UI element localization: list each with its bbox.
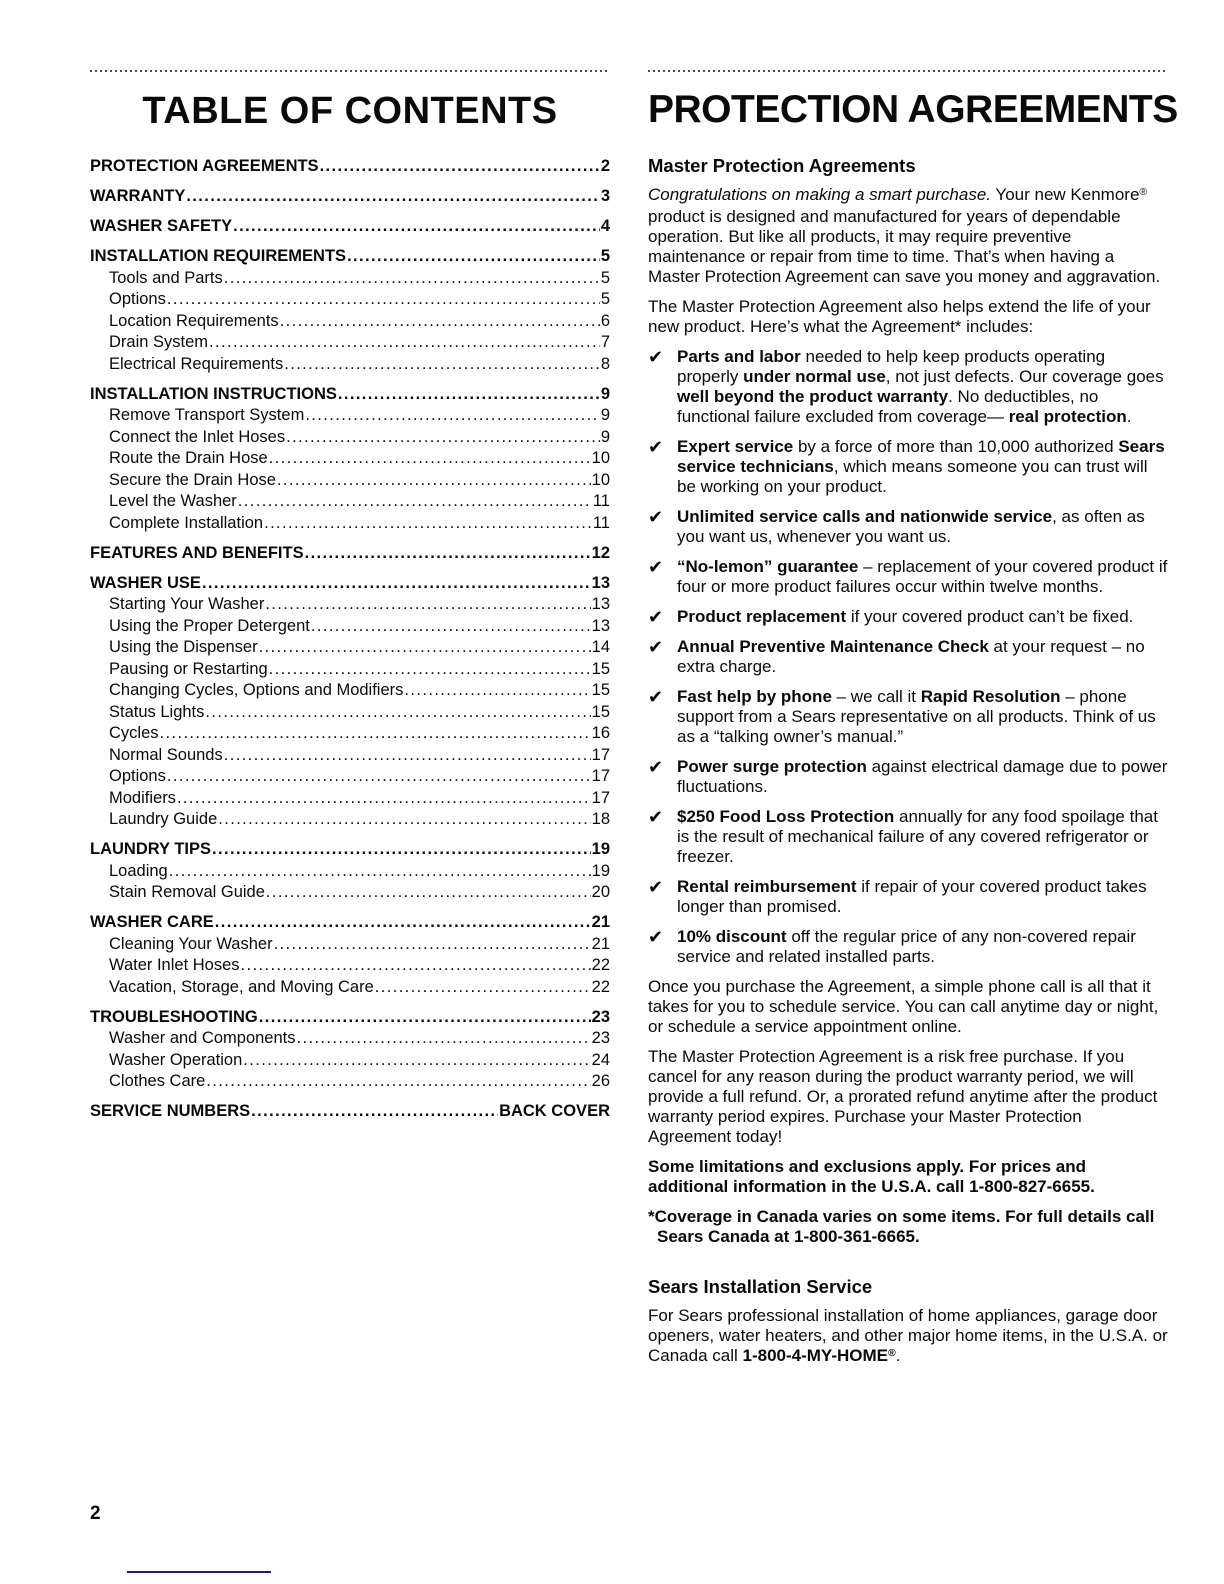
toc-entry-page: 18	[591, 810, 610, 828]
text-segment: The Master Protection Agreement also helps extend the life of your new product. Here’s what the Agreement* includes:	[648, 297, 1151, 336]
checkmark-icon: ✔	[648, 347, 664, 367]
toc-entry-label: Stain Removal Guide	[109, 883, 265, 901]
benefit-text	[677, 557, 1168, 597]
toc-leader-dots	[160, 723, 591, 745]
toc-entry-page: 19	[591, 861, 610, 880]
toc-entry	[90, 491, 610, 513]
text-segment: – we call it	[831, 687, 921, 706]
text-segment: Congratulations on making a smart purchase.	[648, 185, 992, 204]
text-segment: For Sears professional installation of home appliances, garage door openers, water heaters, and other major home items, in the U.S.A. or Canada call	[648, 1306, 1168, 1365]
toc-leader-dots	[311, 616, 591, 638]
dashed-divider-right	[648, 70, 1168, 73]
toc-entry	[90, 448, 610, 470]
protection-title: PROTECTION AGREEMENTS	[648, 88, 1178, 131]
toc-leader-dots	[224, 745, 591, 767]
toc-entry-page: 26	[591, 1072, 610, 1090]
text-segment: Fast help by phone	[677, 687, 832, 706]
toc-leader-dots	[209, 332, 600, 354]
toc-entry-page: 5	[600, 268, 610, 287]
checkmark-icon: ✔	[648, 637, 664, 657]
toc-entry	[90, 1050, 610, 1072]
benefit-item	[648, 927, 1168, 967]
toc-entry-page: 15	[591, 681, 610, 699]
benefit-text	[677, 927, 1168, 967]
text-segment: *Coverage in Canada varies on some items. For full details call Sears Canada at 1-800-361-6665.	[648, 1207, 1155, 1246]
text-segment: Power surge protection	[677, 757, 867, 776]
toc-entry-label: Using the Proper Detergent	[109, 616, 310, 635]
toc-entry-page: 19	[591, 840, 610, 858]
toc-entry-page: 13	[591, 595, 610, 613]
toc-entry-page: 17	[591, 767, 610, 785]
toc-leader-dots	[206, 1071, 590, 1093]
toc-entry	[90, 659, 610, 681]
paragraph	[648, 185, 1168, 287]
toc-entry-page: 4	[600, 217, 610, 235]
checkmark-icon: ✔	[648, 557, 664, 577]
toc-entry	[90, 977, 610, 999]
toc-entry-page: 10	[591, 470, 610, 489]
toc-leader-dots	[224, 268, 600, 290]
toc-leader-dots	[264, 513, 592, 535]
benefit-item	[648, 687, 1168, 747]
toc-entry	[90, 616, 610, 638]
benefit-item	[648, 807, 1168, 867]
toc-entry-page: 2	[600, 157, 610, 175]
benefit-text	[677, 437, 1168, 497]
toc-leader-dots	[404, 680, 590, 702]
benefit-text	[677, 637, 1168, 677]
toc-leader-dots	[205, 702, 590, 724]
toc-entry-label: Laundry Guide	[109, 810, 218, 828]
benefit-text	[677, 507, 1168, 547]
toc-entry	[90, 289, 610, 311]
toc-entry-label: Options	[109, 767, 166, 785]
toc-entry-label: Route the Drain Hose	[109, 449, 268, 467]
toc-entry	[90, 788, 610, 810]
text-segment: $250 Food Loss Protection	[677, 807, 895, 826]
benefit-item	[648, 877, 1168, 917]
text-segment: Parts and labor	[677, 347, 801, 366]
toc-entry	[90, 594, 610, 616]
text-segment: if repair of your covered product takes longer than promised.	[677, 877, 1147, 916]
toc-leader-dots	[265, 594, 590, 616]
benefit-text	[677, 877, 1168, 917]
section-heading	[648, 156, 1168, 176]
toc-entry	[90, 934, 610, 956]
text-segment: needed to help keep products operating properly	[677, 347, 1106, 386]
toc-entry	[90, 882, 610, 904]
checkmark-icon: ✔	[648, 877, 664, 897]
toc-entry	[90, 1007, 610, 1029]
text-segment: Once you purchase the Agreement, a simple phone call is all that it takes for you to schedule service. You can call anytime day or night, or schedule a service appointment online.	[648, 977, 1159, 1036]
toc-entry-page: 9	[600, 384, 610, 403]
toc-entry	[90, 543, 610, 565]
toc-entry	[90, 955, 610, 977]
text-segment: Rapid Resolution	[920, 687, 1061, 706]
toc-entry	[90, 766, 610, 788]
benefit-item	[648, 347, 1168, 427]
benefit-item	[648, 437, 1168, 497]
text-segment: . No deductibles, no functional failure excluded from coverage—	[677, 387, 1099, 426]
toc-entry-label: Loading	[109, 861, 168, 880]
paragraph	[648, 1157, 1168, 1197]
benefit-text	[677, 687, 1168, 747]
toc-entry-label: WASHER USE	[90, 573, 201, 592]
toc-entry-label: SERVICE NUMBERS	[90, 1102, 251, 1120]
text-segment: ®	[1139, 186, 1148, 199]
text-segment: .	[1126, 407, 1132, 426]
toc-entry-page: 14	[591, 638, 610, 656]
checkmark-icon: ✔	[648, 927, 664, 947]
toc-leader-dots	[238, 491, 592, 513]
text-segment: 10% discount	[677, 927, 787, 946]
toc-entry-page: 5	[600, 290, 610, 308]
toc-entry-page: 22	[591, 956, 610, 974]
text-segment: annually for any food spoilage that is the result of mechanical failure of any covered refrigerator or freezer.	[677, 807, 1158, 866]
toc-entry	[90, 186, 610, 208]
paragraph	[648, 1047, 1168, 1147]
toc-entry-label: Modifiers	[109, 788, 176, 807]
toc-entry	[90, 1071, 610, 1093]
toc-entry-label: WASHER CARE	[90, 913, 214, 931]
toc-entry-label: Electrical Requirements	[109, 354, 284, 373]
toc-entry-label: Drain System	[109, 333, 209, 351]
toc-entry-label: Clothes Care	[109, 1072, 206, 1090]
text-segment: , which means someone you can trust will be working on your product.	[677, 457, 1148, 496]
toc-leader-dots	[186, 186, 599, 208]
toc-leader-dots	[338, 384, 600, 406]
toc-entry	[90, 702, 610, 724]
benefit-item	[648, 757, 1168, 797]
toc-entry-page: 17	[591, 788, 610, 807]
toc-entry-page: 24	[591, 1050, 610, 1069]
toc-leader-dots	[218, 809, 590, 831]
text-segment: , not just defects. Our coverage goes	[885, 367, 1164, 386]
toc-leader-dots	[274, 934, 591, 956]
text-segment: product is designed and manufactured for years of dependable operation. But like all products, it may require preventive maintenance or repair from time to time. That’s when having a Master Protection Agreement can save you money and aggravation.	[648, 207, 1161, 286]
benefit-item	[648, 557, 1168, 597]
text-segment: 1-800-4-MY-HOME	[742, 1346, 888, 1365]
toc-entry	[90, 861, 610, 883]
checkmark-icon: ✔	[648, 507, 664, 527]
toc-entry-label: Water Inlet Hoses	[109, 956, 240, 974]
toc-entry-label: Washer and Components	[109, 1029, 296, 1047]
toc-entry	[90, 1028, 610, 1050]
toc-entry	[90, 513, 610, 535]
checkmark-icon: ✔	[648, 687, 664, 707]
text-segment: Rental reimbursement	[677, 877, 857, 896]
toc-entry-page: 23	[591, 1029, 610, 1047]
protection-content	[648, 156, 1168, 1368]
page-number: 2	[90, 1503, 101, 1524]
toc-entry	[90, 354, 610, 376]
toc-entry	[90, 680, 610, 702]
toc-entry	[90, 637, 610, 659]
footer-rule	[127, 1571, 271, 1573]
text-segment: Sears Installation Service	[648, 1276, 873, 1297]
toc-entry-label: TROUBLESHOOTING	[90, 1007, 258, 1026]
toc-entry-page: 11	[592, 513, 610, 532]
toc-leader-dots	[243, 1050, 590, 1072]
toc-entry-page: 21	[591, 913, 610, 931]
toc-entry	[90, 332, 610, 354]
toc-entry	[90, 912, 610, 934]
toc-leader-dots	[280, 311, 600, 333]
protection-column	[648, 70, 1178, 1378]
toc-leader-dots	[284, 354, 600, 376]
toc-entry-page: 7	[600, 333, 610, 351]
toc-leader-dots	[167, 289, 600, 311]
toc-entry-page: 16	[591, 724, 610, 742]
toc-entry-label: Connect the Inlet Hoses	[109, 427, 286, 446]
toc-entry-page: 12	[591, 543, 610, 562]
toc-entry-label: Washer Operation	[109, 1050, 243, 1069]
toc-entry-page: 15	[591, 702, 610, 721]
toc-entry-page: 13	[591, 573, 610, 592]
toc-entry-label: Tools and Parts	[109, 268, 223, 287]
text-segment: under normal use	[743, 367, 886, 386]
toc-entry-page: 9	[600, 406, 610, 424]
toc-leader-dots	[251, 1101, 498, 1123]
toc-entry-page: 15	[591, 659, 610, 678]
checkmark-icon: ✔	[648, 607, 664, 627]
toc-entry-label: INSTALLATION REQUIREMENTS	[90, 247, 347, 265]
toc-leader-dots	[375, 977, 591, 999]
text-segment: at your request – no extra charge.	[677, 637, 1145, 676]
benefit-text	[677, 607, 1168, 627]
toc-entry	[90, 268, 610, 290]
text-segment: Sears service technicians	[677, 437, 1165, 476]
toc-entry-label: Complete Installation	[109, 513, 264, 532]
toc-leader-dots	[169, 861, 591, 883]
toc-leader-dots	[259, 637, 591, 659]
toc-entry	[90, 839, 610, 861]
toc-entry-label: Remove Transport System	[109, 406, 305, 424]
toc-entry	[90, 216, 610, 238]
benefit-item	[648, 507, 1168, 547]
toc-entry-label: Vacation, Storage, and Moving Care	[109, 977, 374, 996]
text-segment: Some limitations and exclusions apply. For prices and additional information in the U.S.A. call 1-800-827-6655.	[648, 1157, 1095, 1196]
text-segment: real protection	[1008, 407, 1127, 426]
toc-entry	[90, 156, 610, 178]
text-segment: – replacement of your covered product if four or more product failures occur within twelve months.	[677, 557, 1168, 596]
toc-entry	[90, 246, 610, 268]
text-segment: well beyond the product warranty	[677, 387, 949, 406]
benefit-text	[677, 347, 1168, 427]
toc-entry-page: 5	[600, 247, 610, 265]
toc-entry-label: Secure the Drain Hose	[109, 470, 276, 489]
toc-leader-dots	[297, 1028, 591, 1050]
benefit-text	[677, 757, 1168, 797]
toc-entry-page: 13	[591, 616, 610, 635]
toc-entry-label: WASHER SAFETY	[90, 217, 233, 235]
toc-title: TABLE OF CONTENTS	[142, 90, 558, 132]
toc-leader-dots	[167, 766, 591, 788]
paragraph	[648, 977, 1168, 1037]
dashed-divider-left	[90, 70, 610, 73]
text-segment: Your new Kenmore	[991, 185, 1140, 204]
section-heading	[648, 1277, 1168, 1297]
toc-entry-page: 8	[600, 354, 610, 373]
toc-entry	[90, 573, 610, 595]
toc-entry-page: 20	[591, 883, 610, 901]
text-segment: , as often as you want us, whenever you want us.	[677, 507, 1145, 546]
toc-leader-dots	[277, 470, 591, 492]
toc-entry-label: Cycles	[109, 724, 159, 742]
toc-entry	[90, 470, 610, 492]
toc-leader-dots	[259, 1007, 591, 1029]
text-segment: Annual Preventive Maintenance Check	[677, 637, 989, 656]
toc-leader-dots	[305, 405, 599, 427]
toc-entry-label: Starting Your Washer	[109, 595, 265, 613]
paragraph	[648, 297, 1168, 337]
toc-leader-dots	[269, 448, 591, 470]
toc-entry-label: Changing Cycles, Options and Modifiers	[109, 681, 404, 699]
toc-entry-page: 22	[591, 977, 610, 996]
text-segment: Product replacement	[677, 607, 847, 626]
toc-column	[90, 70, 610, 1378]
toc-entry-page: 6	[600, 311, 610, 330]
toc-leader-dots	[177, 788, 591, 810]
toc-entry	[90, 745, 610, 767]
toc-leader-dots	[215, 912, 591, 934]
toc-entry-page: 21	[591, 934, 610, 953]
checkmark-icon: ✔	[648, 757, 664, 777]
toc-entry	[90, 405, 610, 427]
toc-entry-label: Level the Washer	[109, 492, 237, 510]
checkmark-icon: ✔	[648, 807, 664, 827]
toc-leader-dots	[202, 573, 591, 595]
toc-list	[90, 156, 610, 1123]
toc-entry-page: BACK COVER	[499, 1102, 610, 1120]
text-segment: The Master Protection Agreement is a risk free purchase. If you cancel for any reason during the product warranty period, we will provide a full refund. Or, a prorated refund anytime after the product warranty period expires. Purchase your Master Protection Agreement today!	[648, 1047, 1158, 1146]
toc-entry-page: 11	[592, 492, 610, 510]
checkmark-icon: ✔	[648, 437, 664, 457]
text-segment: by a force of more than 10,000 authorized	[793, 437, 1119, 456]
text-segment: Master Protection Agreements	[648, 155, 916, 176]
text-segment: .	[895, 1346, 901, 1365]
toc-entry-label: WARRANTY	[90, 187, 186, 205]
toc-leader-dots	[286, 427, 600, 449]
toc-entry-page: 3	[600, 187, 610, 205]
toc-leader-dots	[320, 156, 600, 178]
toc-entry	[90, 384, 610, 406]
toc-entry-page: 23	[591, 1007, 610, 1026]
toc-leader-dots	[305, 543, 591, 565]
toc-entry-label: Status Lights	[109, 702, 205, 721]
toc-entry-label: INSTALLATION INSTRUCTIONS	[90, 384, 337, 403]
toc-entry-page: 10	[591, 449, 610, 467]
text-segment: – phone support from a Sears representative on all products. Think of us as a “talking owner’s manual.”	[677, 687, 1156, 746]
benefit-text	[677, 807, 1168, 867]
toc-leader-dots	[266, 882, 591, 904]
text-segment: Unlimited service calls and nationwide service	[677, 507, 1053, 526]
text-segment: ®	[888, 1347, 896, 1360]
text-segment: off the regular price of any non-covered repair service and related installed parts.	[677, 927, 1136, 966]
toc-entry-label: Location Requirements	[109, 311, 279, 330]
toc-leader-dots	[241, 955, 591, 977]
text-segment: if your covered product can’t be fixed.	[846, 607, 1134, 626]
toc-leader-dots	[269, 659, 591, 681]
toc-entry-label: LAUNDRY TIPS	[90, 840, 212, 858]
toc-entry-page: 9	[600, 427, 610, 446]
toc-entry-page: 17	[591, 745, 610, 764]
toc-entry-label: PROTECTION AGREEMENTS	[90, 157, 319, 175]
paragraph	[648, 1306, 1168, 1368]
toc-entry-label: Pausing or Restarting	[109, 659, 268, 678]
toc-entry-label: Cleaning Your Washer	[109, 934, 273, 953]
toc-entry	[90, 1101, 610, 1123]
toc-entry	[90, 809, 610, 831]
text-segment: against electrical damage due to power fluctuations.	[677, 757, 1168, 796]
toc-entry	[90, 723, 610, 745]
text-segment: Expert service	[677, 437, 794, 456]
paragraph	[648, 1207, 1168, 1247]
toc-entry-label: Using the Dispenser	[109, 638, 258, 656]
toc-entry-label: Normal Sounds	[109, 745, 223, 764]
benefit-item	[648, 607, 1168, 627]
toc-entry	[90, 427, 610, 449]
toc-entry	[90, 311, 610, 333]
toc-leader-dots	[347, 246, 600, 268]
text-segment: “No-lemon” guarantee	[677, 557, 859, 576]
toc-entry-label: FEATURES AND BENEFITS	[90, 543, 304, 562]
toc-entry-label: Options	[109, 290, 166, 308]
benefit-item	[648, 637, 1168, 677]
toc-leader-dots	[212, 839, 591, 861]
toc-leader-dots	[233, 216, 600, 238]
